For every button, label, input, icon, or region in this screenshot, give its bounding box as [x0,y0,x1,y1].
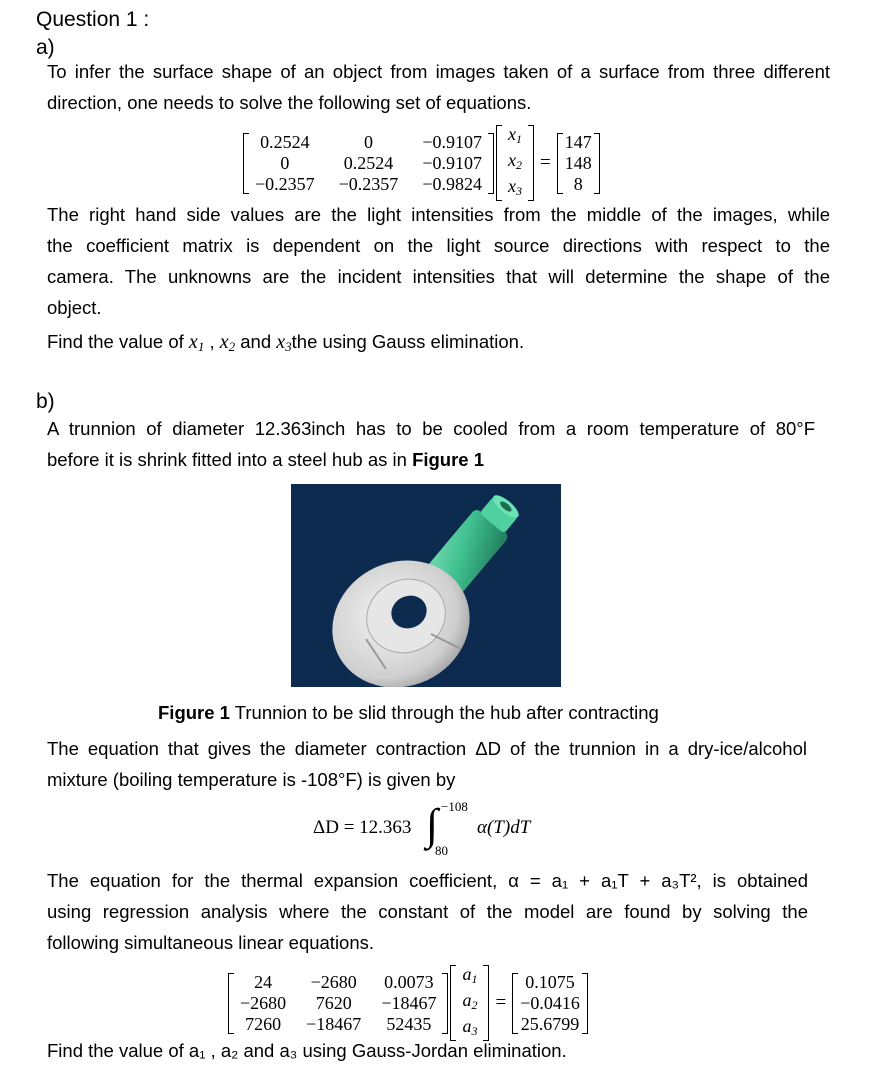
find-text: and [235,331,277,352]
matrix-cell: −18467 [306,1013,362,1034]
figure-reference: Figure 1 [412,449,485,470]
matrix-cell: 0.2524 [343,152,394,173]
intro-line [47,444,815,475]
matrix-cell: −18467 [381,992,437,1013]
part-a-intro [47,56,830,118]
find-text: , [204,331,220,352]
matrix-cell: −0.9824 [422,173,482,194]
part-b-find: Find the value of a₁ , a₂ and a₃ using Gauss-Jordan elimination. [47,1040,567,1061]
part-a-explanation [47,199,830,323]
matrix-equation-a [243,124,600,202]
thermal-line: using regression analysis where the constant of the model are found by solving the [47,901,808,922]
equals-sign: = [539,152,551,173]
integral-upper-limit: −108 [441,799,468,814]
intro-line: direction, one needs to solve the following set of equations. [47,92,532,113]
part-b-eq-intro [47,733,807,795]
intro-line: A trunnion of diameter 12.363inch has to be cooled from a room temperature of 80°F [47,418,815,439]
matrix-equation-b [228,964,588,1042]
matrix-cell: −2680 [310,971,357,992]
matrix-cell: 8 [573,173,583,194]
coefficient-matrix [243,132,494,195]
matrix-cell: $a_1$ [462,964,478,986]
matrix-cell: 0.1075 [525,971,575,992]
matrix-cell: 7620 [315,992,352,1013]
matrix-cell: $x_3$ [507,176,522,198]
matrix-cell: 0.2524 [260,131,310,152]
matrix-cell: 25.6799 [520,1013,580,1034]
matrix-cell: 52435 [386,1013,432,1034]
explain-line: the coefficient matrix is dependent on the light source directions with respect to the [47,235,830,256]
thermal-line: following simultaneous linear equations. [47,932,375,953]
integral-lhs: ΔD = 12.363 [313,817,412,838]
explain-line: The right hand side values are the light intensities from the middle of the images, while [47,204,830,225]
matrix-cell: 24 [254,971,273,992]
intro-text: before it is shrink fitted into a steel hub as in [47,449,413,470]
matrix-cell: −0.2357 [255,173,315,194]
part-b-thermal [47,865,808,958]
coefficient-matrix [228,972,448,1035]
var-sub: 1 [197,339,205,354]
var-sub: 2 [228,339,236,354]
rhs-vector [557,132,600,195]
figure-caption [158,702,659,724]
part-a-label: a) [36,36,55,59]
matrix-cell: −0.9107 [422,152,482,173]
var-x: x [219,331,229,353]
matrix-cell: 148 [564,152,592,173]
part-b-intro [47,413,815,475]
find-text: Find the value of [47,331,189,352]
caption-text: Trunnion to be slid through the hub after contracting [229,702,659,723]
trunnion-figure [291,484,561,687]
explain-line: camera. The unknowns are the incident intensities that will determine the shape of the [47,266,830,287]
thermal-line: The equation for the thermal expansion coefficient, α = a₁ + a₁T + a₃T², is obtained [47,870,808,891]
part-b-label: b) [36,390,55,413]
matrix-cell: 0.0073 [384,971,434,992]
var-x: x [188,331,198,353]
eq-intro-line: mixture (boiling temperature is -108°F) is given by [47,769,456,790]
matrix-cell: 7260 [245,1013,282,1034]
caption-label: Figure 1 [158,702,230,723]
matrix-cell: −0.0416 [520,992,580,1013]
question-title: Question 1 : [36,8,150,31]
var-x: x [276,331,286,353]
find-text: the using Gauss elimination. [291,331,525,352]
integral-sign: ∫ [426,800,439,849]
integral-equation [313,799,573,861]
part-a-find [47,331,524,355]
explain-line: object. [47,297,102,318]
integral-lower-limit: 80 [435,843,448,858]
matrix-cell: 0 [363,131,373,152]
matrix-cell: $a_2$ [462,990,478,1012]
unknowns-vector [450,964,489,1042]
integrand: α(T)dT [477,817,531,838]
matrix-cell: $a_3$ [462,1016,478,1038]
matrix-cell: 147 [564,131,592,152]
rhs-vector [512,972,588,1035]
equals-sign: = [495,992,507,1013]
matrix-cell: −0.2357 [338,173,399,194]
trunnion-hub-illustration [291,484,561,687]
matrix-cell: $x_1$ [507,124,522,146]
matrix-cell: $x_2$ [507,150,522,172]
matrix-cell: 0 [280,152,290,173]
unknowns-vector [496,124,534,202]
var-sub: 3 [285,339,292,354]
eq-intro-line: The equation that gives the diameter contraction ΔD of the trunnion in a dry-ice/alcohol [47,738,807,759]
intro-line: To infer the surface shape of an object from images taken of a surface from three different [47,61,830,82]
matrix-cell: −0.9107 [422,131,482,152]
matrix-cell: −2680 [240,992,287,1013]
